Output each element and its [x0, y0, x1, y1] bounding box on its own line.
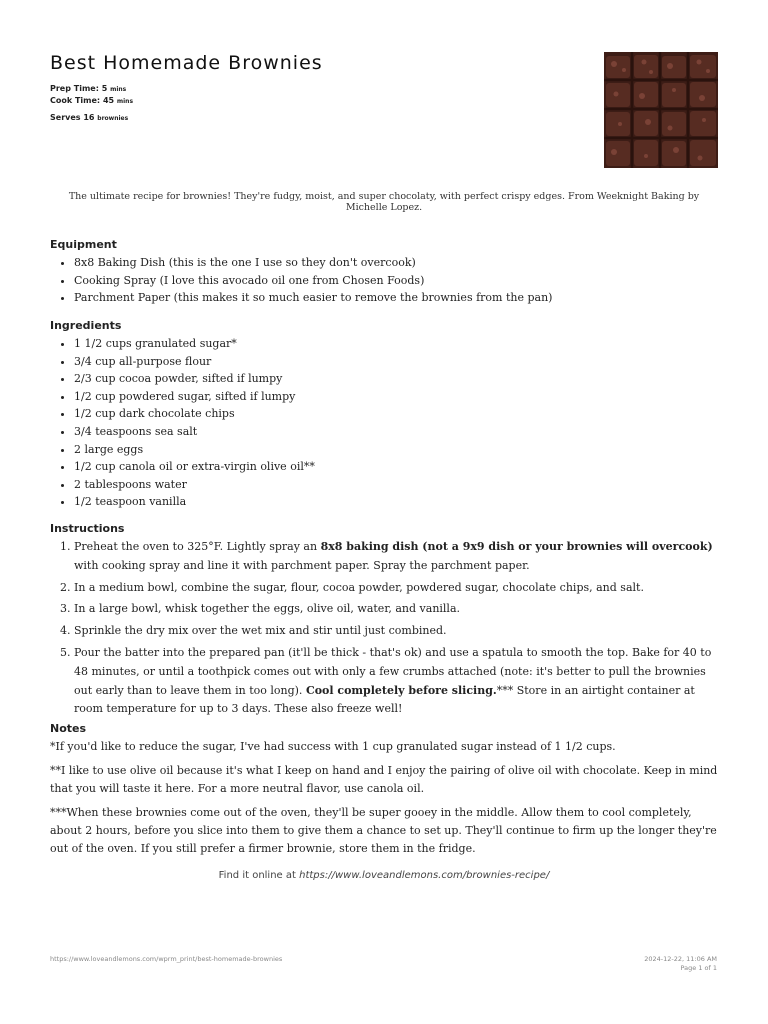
equipment-heading: Equipment — [50, 238, 117, 251]
list-item: • 2/3 cup cocoa powder, sifted if lumpy — [74, 370, 720, 388]
cook-time-value: 45 — [102, 96, 115, 105]
page-number: Page 1 of 1 — [680, 964, 717, 972]
cook-time-unit: mins — [116, 98, 134, 105]
list-item: • Cooking Spray (I love this avocado oil one from Chosen Foods) — [74, 272, 720, 290]
instruction-step: 4. Sprinkle the dry mix over the wet mix and stir until just combined. — [74, 622, 720, 641]
list-item: • 3/4 teaspoons sea salt — [74, 423, 720, 441]
ingredients-section — [50, 319, 720, 511]
instruction-step — [74, 538, 720, 576]
list-item: • 1 1/2 cups granulated sugar* — [74, 335, 720, 353]
prep-time-value: 5 — [101, 84, 108, 93]
servings-value: 16 — [83, 113, 95, 122]
ingredients-heading: Ingredients — [50, 319, 122, 332]
servings-unit: brownies — [97, 115, 129, 122]
list-item: • 3/4 cup all-purpose flour — [74, 353, 720, 371]
step-text: with cooking spray and line it with parchment paper. Spray the parchment paper. — [74, 558, 530, 572]
list-item: • 1/2 cup canola oil or extra-virgin olive oil** — [74, 458, 720, 476]
equipment-list — [50, 254, 720, 307]
print-url: https://www.loveandlemons.com/wprm_print/best-homemade-brownies — [50, 955, 283, 963]
step-emphasis: Cool completely before slicing. — [305, 683, 497, 697]
servings — [50, 113, 128, 122]
cook-time-label: Cook Time: — [50, 96, 101, 105]
print-timestamp: 2024-12-22, 11:06 AM — [644, 955, 717, 963]
recipe-summary: The ultimate recipe for brownies! They're fudgy, moist, and super chocolaty, with perfect crispy edges. From Weeknight Baking by Michelle Lopez. — [68, 191, 700, 213]
instruction-step: 3. In a large bowl, whisk together the eggs, olive oil, water, and vanilla. — [74, 600, 720, 619]
cook-time — [50, 96, 133, 105]
list-item: • 2 tablespoons water — [74, 476, 720, 494]
step-text: Pour the batter into the prepared pan (it'll be thick - that's ok) and use a spatula to smooth the top. Bake for 40 to 48 minutes, or until a toothpick comes out with only a few crumbs attached (note: it's better to pull the brownies out early than to leave them in too long). — [74, 645, 712, 697]
list-item: • 1/2 cup dark chocolate chips — [74, 405, 720, 423]
note-paragraph: *If you'd like to reduce the sugar, I've had success with 1 cup granulated sugar instead of 1 1/2 cups. — [50, 740, 616, 753]
note-paragraph: **I like to use olive oil because it's what I keep on hand and I enjoy the pairing of olive oil with chocolate. Keep in mind that you will taste it here. For a more neutral flavor, use canola oil. — [50, 764, 718, 795]
equipment-section — [50, 238, 720, 307]
list-item: • 1/2 cup powdered sugar, sifted if lumpy — [74, 388, 720, 406]
instructions-list — [50, 538, 720, 719]
prep-time — [50, 84, 126, 93]
step-text: *** Store in an airtight container at room temperature for up to 3 days. These also freeze well! — [74, 683, 695, 716]
source-line — [0, 870, 768, 881]
list-item: • 8x8 Baking Dish (this is the one I use so they don't overcook) — [74, 254, 720, 272]
note-paragraph: ***When these brownies come out of the oven, they'll be super gooey in the middle. Allow them to cool completely, about 2 hours, before you slice into them to give them a chance to set up. They'll continue to firm up the longer they're out of the oven. If you still prefer a firmer brownie, store them in the fridge. — [50, 806, 717, 855]
source-link[interactable]: https://www.loveandlemons.com/brownies-recipe/ — [299, 870, 550, 881]
instruction-step: 2. In a medium bowl, combine the sugar, flour, cocoa powder, powdered sugar, chocolate chips, and salt. — [74, 579, 720, 598]
notes-section — [50, 722, 720, 864]
list-item: • Parchment Paper (this makes it so much easier to remove the brownies from the pan) — [74, 289, 720, 307]
step-emphasis: 8x8 baking dish (not a 9x9 dish or your brownies will overcook) — [320, 540, 713, 553]
recipe-image — [604, 52, 718, 168]
instruction-step — [74, 644, 720, 719]
step-text: Preheat the oven to 325°F. Lightly spray an — [74, 540, 321, 553]
instructions-heading: Instructions — [50, 522, 125, 535]
ingredients-list — [50, 335, 720, 511]
print-footer-meta — [644, 955, 717, 973]
recipe-title: Best Homemade Brownies — [50, 52, 323, 74]
prep-time-label: Prep Time: — [50, 84, 99, 93]
servings-label: Serves — [50, 113, 81, 122]
source-prefix: Find it online at — [218, 870, 300, 881]
list-item: • 1/2 teaspoon vanilla — [74, 493, 720, 511]
notes-heading: Notes — [50, 722, 87, 735]
instructions-section — [50, 522, 720, 722]
brownie-photo — [604, 52, 718, 168]
list-item: • 2 large eggs — [74, 441, 720, 459]
prep-time-unit: mins — [110, 86, 127, 93]
